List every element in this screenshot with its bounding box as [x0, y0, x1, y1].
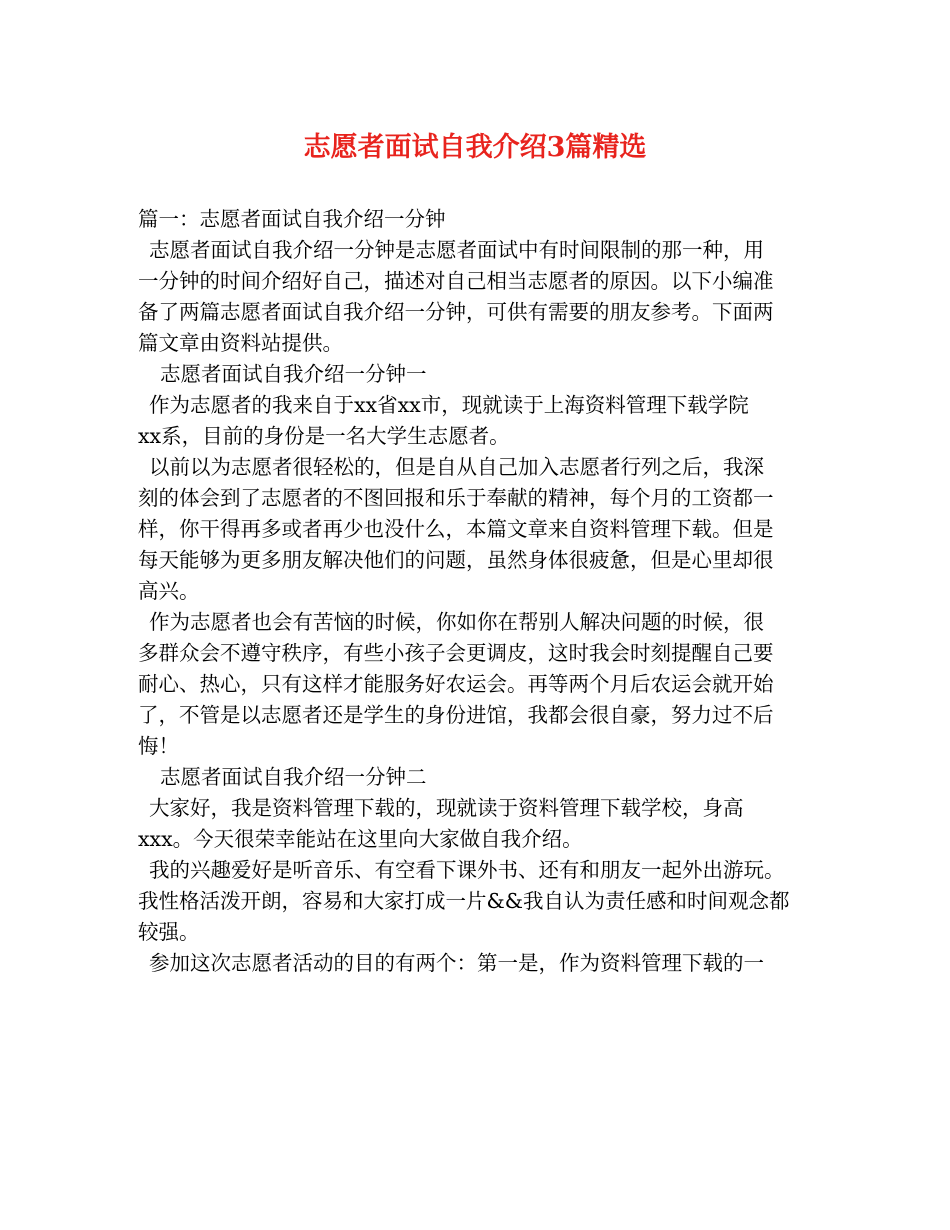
paragraph-line: 了，不管是以志愿者还是学生的身份进馆，我都会很自豪，努力过不后 [138, 703, 774, 727]
paragraph-line: 一分钟的时间介绍好自己，描述对自己相当志愿者的原因。以下小编准 [138, 269, 774, 293]
paragraph-line: 作为志愿者的我来自于xx省xx市，现就读于上海资料管理下载学院 [149, 393, 749, 417]
paragraph-line: 我性格活泼开朗，容易和大家打成一片&&我自认为责任感和时间观念都 [138, 889, 790, 913]
document-body [138, 204, 818, 979]
paragraph-line: 耐心、热心，只有这样才能服务好农运会。再等两个月后农运会就开始 [138, 672, 774, 696]
paragraph-line: 篇文章由资料站提供。 [138, 331, 343, 355]
paragraph-line: 悔！ [138, 734, 179, 758]
paragraph-line: 较强。 [138, 920, 200, 944]
document-title: 志愿者面试自我介绍3篇精选 [303, 132, 647, 163]
paragraph-line: 作为志愿者也会有苦恼的时候，你如你在帮别人解决问题的时候，很 [149, 610, 764, 634]
subheading-1: 志愿者面试自我介绍一分钟一 [160, 362, 427, 386]
paragraph-line: 备了两篇志愿者面试自我介绍一分钟，可供有需要的朋友参考。下面两 [138, 300, 774, 324]
paragraph-line: 刻的体会到了志愿者的不图回报和乐于奉献的精神，每个月的工资都一 [138, 486, 774, 510]
paragraph-line: 志愿者面试自我介绍一分钟是志愿者面试中有时间限制的那一种，用 [149, 238, 764, 262]
paragraph-line: xxx。今天很荣幸能站在这里向大家做自我介绍。 [138, 827, 583, 851]
subheading-2: 志愿者面试自我介绍一分钟二 [160, 765, 427, 789]
paragraph-line: 每天能够为更多朋友解决他们的问题，虽然身体很疲惫，但是心里却很 [138, 548, 774, 572]
section-heading-1: 篇一：志愿者面试自我介绍一分钟 [138, 207, 446, 231]
paragraph-line: xx系，目前的身份是一名大学生志愿者。 [138, 424, 510, 448]
paragraph-line: 我的兴趣爱好是听音乐、有空看下课外书、还有和朋友一起外出游玩。 [149, 858, 785, 882]
paragraph-line: 多群众会不遵守秩序，有些小孩子会更调皮，这时我会时刻提醒自己要 [138, 641, 774, 665]
paragraph-line: 样，你干得再多或者再少也没什么，本篇文章来自资料管理下载。但是 [138, 517, 774, 541]
paragraph-line: 参加这次志愿者活动的目的有两个：第一是，作为资料管理下载的一 [149, 951, 764, 975]
paragraph-line: 高兴。 [138, 579, 200, 603]
paragraph-line: 以前以为志愿者很轻松的，但是自从自己加入志愿者行列之后，我深 [149, 455, 764, 479]
paragraph-line: 大家好，我是资料管理下载的，现就读于资料管理下载学校，身高 [149, 796, 744, 820]
